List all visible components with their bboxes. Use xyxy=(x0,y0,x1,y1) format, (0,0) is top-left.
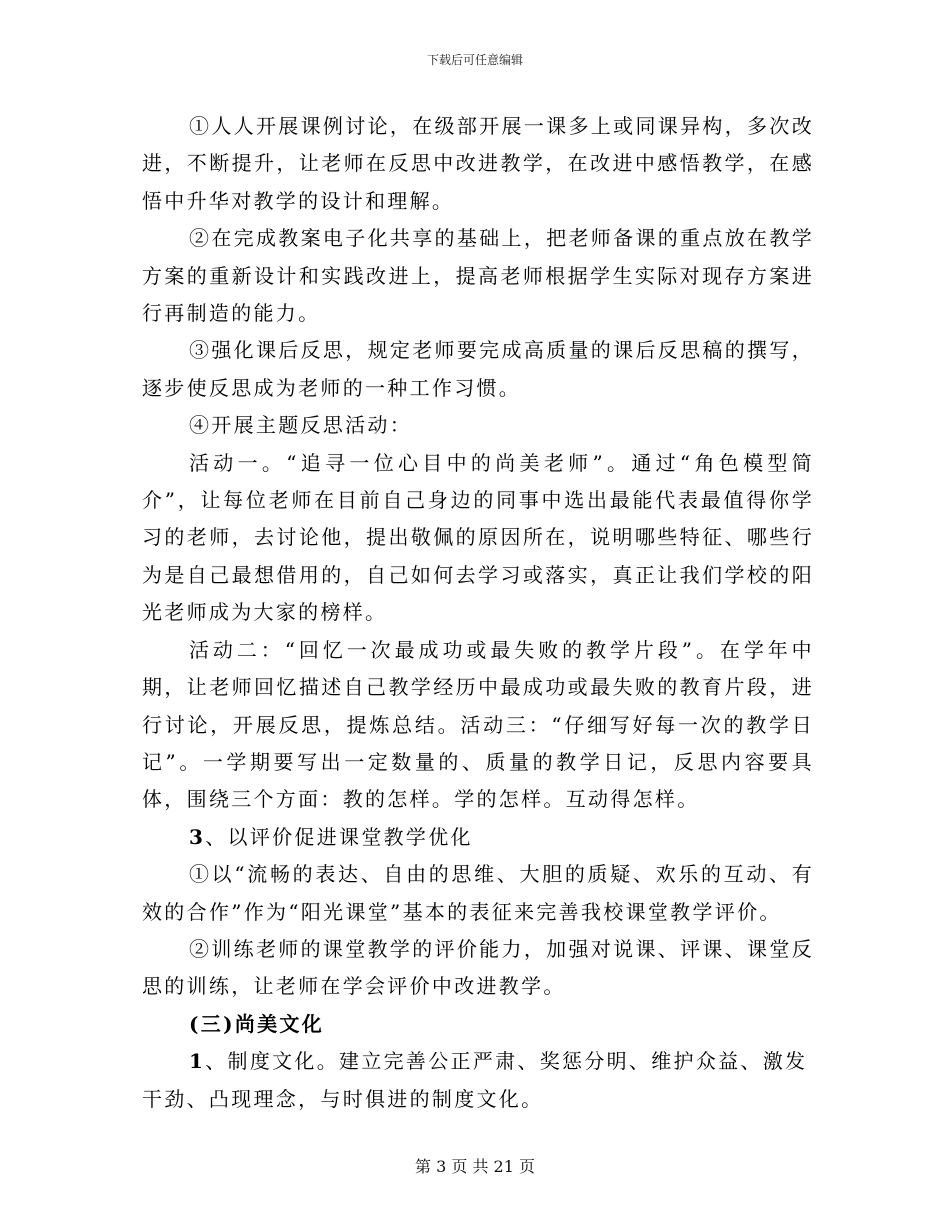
paragraph-number: 1 xyxy=(189,1049,206,1074)
subheading-text: 、以评价促进课堂教学优化 xyxy=(205,824,473,849)
paragraph-activity-one: 活动一。“追寻一位心目中的尚美老师”。通过“角色模型简介”，让每位老师在目前自己身边的同事中选出最能代表最值得你学习的老师，去讨论他，提出敬佩的原因所在，说明哪些特征、哪些行为是自己最想借用的，自己如何去学习或落实，真正让我们学校的阳光老师成为大家的榜样。 xyxy=(142,450,814,625)
paragraph-evaluation-training: ②训练老师的课堂教学的评价能力，加强对说课、评课、课堂反思的训练，让老师在学会评价中改进教学。 xyxy=(142,936,814,999)
paragraph-activity-two-three: 活动二：“回忆一次最成功或最失败的教学片段”。在学年中期，让老师回忆描述自己教学经历中最成功或最失败的教育片段，进行讨论，开展反思，提炼总结。活动三：“仔细写好每一次的教学日记”。一学期要写出一定数量的、质量的教学日记，反思内容要具体，围绕三个方面：教的怎样。学的怎样。互动得怎样。 xyxy=(142,637,814,812)
paragraph-text: 、制度文化。建立完善公正严肃、奖惩分明、维护众益、激发干劲、凸现理念，与时俱进的制度文化。 xyxy=(142,1049,808,1111)
paragraph-institutional-culture xyxy=(142,1043,814,1118)
paragraph-lesson-plan-redesign: ②在完成教案电子化共享的基础上，把老师备课的重点放在教学方案的重新设计和实践改进上，提高老师根据学生实际对现存方案进行再制造的能力。 xyxy=(142,226,814,326)
subheading-number: 3 xyxy=(189,824,206,849)
subheading-evaluation xyxy=(142,819,814,856)
page-header: 下载后可任意编辑 xyxy=(426,53,523,67)
paragraph-course-discussion: ①人人开展课例讨论，在级部开展一课多上或同课异构，多次改进，不断提升，让老师在反思中改进教学，在改进中感悟教学，在感悟中升华对教学的设计和理解。 xyxy=(142,114,814,213)
paragraph-sunshine-classroom: ①以“流畅的表达、自由的思维、大胆的质疑、欢乐的互动、有效的合作”作为“阳光课堂”基本的表征来完善我校课堂教学评价。 xyxy=(142,862,814,924)
paragraph-after-class-reflection: ③强化课后反思，规定老师要完成高质量的课后反思稿的撰写，逐步使反思成为老师的一种工作习惯。 xyxy=(142,338,814,400)
paragraph-theme-reflection: ④开展主题反思活动： xyxy=(189,413,412,438)
document-body xyxy=(142,108,814,1118)
section-heading-culture: (三)尚美文化 xyxy=(189,1011,325,1036)
page-footer: 第 3 页 共 21 页 xyxy=(415,1157,535,1176)
